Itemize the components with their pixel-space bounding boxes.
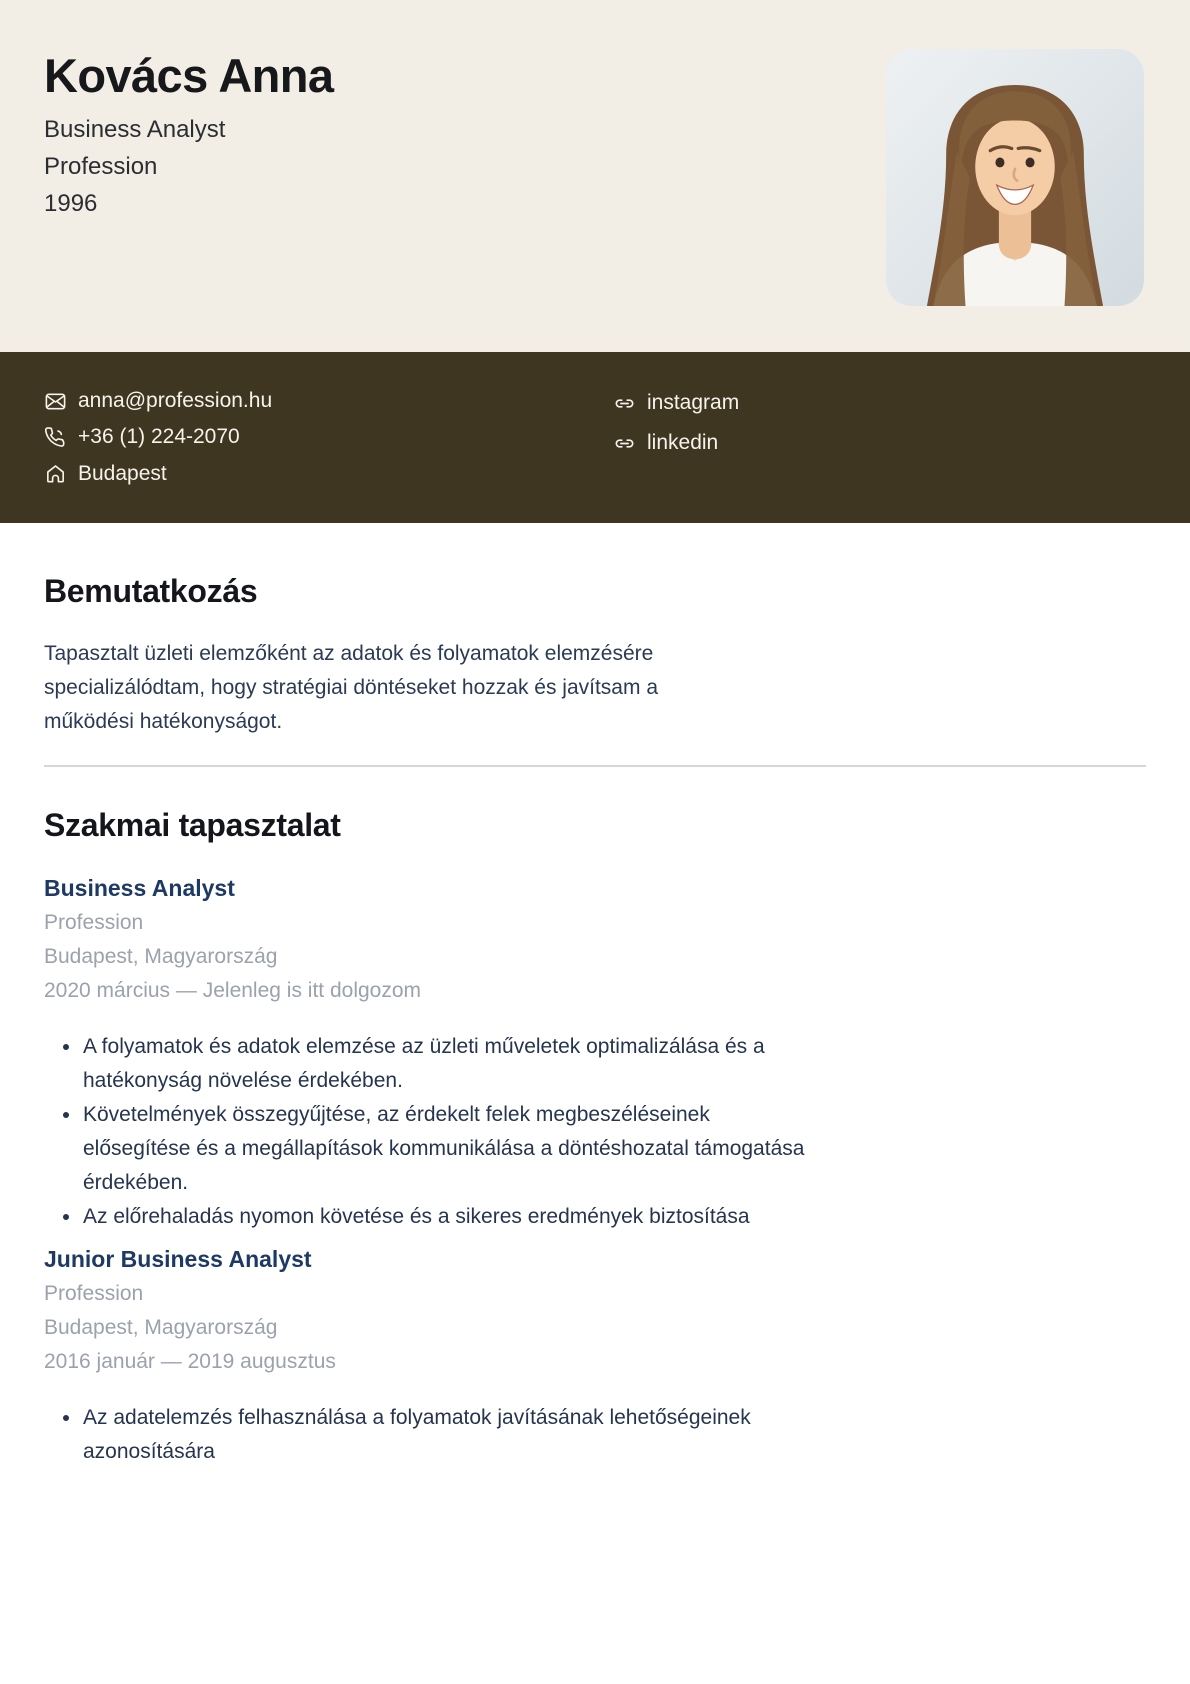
- job-bullet: A folyamatok és adatok elemzése az üzleti műveletek optimalizálása és a hatékonyság növelése érdekében.: [44, 1030, 806, 1098]
- contact-linkedin-text: linkedin: [647, 431, 719, 454]
- job-title: Junior Business Analyst: [44, 1246, 312, 1272]
- job-entry: [44, 1244, 1146, 1469]
- home-icon: [44, 462, 67, 485]
- contact-location-text: Budapest: [78, 461, 167, 485]
- contact-linkedin-link[interactable]: [613, 423, 739, 463]
- job-company: Profession: [44, 1282, 144, 1305]
- candidate-name: Kovács Anna: [44, 49, 334, 102]
- link-icon: [613, 432, 636, 455]
- job-bullet: Követelmények összegyűjtése, az érdekelt felek megbeszéléseinek elősegítése és a megállapítások kommunikálása a döntéshozatal támogatása érdekében.: [44, 1098, 806, 1200]
- job-entry: [44, 873, 1146, 1234]
- job-bullet: Az adatelemzés felhasználása a folyamatok javításának lehetőségeinek azonosítására: [44, 1401, 806, 1469]
- job-location: Budapest, Magyarország: [44, 1316, 278, 1339]
- job-bullet-list: [44, 1030, 806, 1234]
- phone-icon: [44, 426, 67, 449]
- job-company: Profession: [44, 911, 144, 934]
- contact-email[interactable]: [44, 383, 613, 419]
- experience-section-title: Szakmai tapasztalat: [44, 807, 341, 843]
- job-title: Business Analyst: [44, 875, 235, 901]
- about-text: Tapasztalt üzleti elemzőként az adatok és folyamatok elemzésére specializálódtam, hogy stratégiai döntéseket hozzak és javítsam a működési hatékonyságot.: [44, 642, 658, 733]
- contact-instagram-text: instagram: [647, 391, 740, 414]
- candidate-company: Profession: [44, 153, 158, 180]
- job-bullet: Az előrehaladás nyomon követése és a sikeres eredmények biztosítása: [44, 1200, 806, 1234]
- cv-header: [0, 0, 1190, 352]
- contact-phone: [44, 419, 613, 455]
- candidate-birth-year: 1996: [44, 190, 98, 217]
- contact-email-text: anna@profession.hu: [78, 389, 273, 413]
- link-icon: [613, 392, 636, 415]
- contact-phone-text: +36 (1) 224-2070: [78, 425, 240, 449]
- contact-column-left: [44, 383, 613, 492]
- candidate-job-title: Business Analyst: [44, 116, 226, 143]
- contact-column-right: [613, 383, 739, 492]
- profile-photo: [886, 49, 1144, 306]
- contact-instagram-link[interactable]: [613, 383, 739, 423]
- mail-icon: [44, 390, 67, 413]
- section-divider: [44, 765, 1146, 767]
- about-section-title: Bemutatkozás: [44, 573, 258, 609]
- job-location: Budapest, Magyarország: [44, 945, 278, 968]
- cv-body: [0, 571, 1190, 1469]
- contact-location: [44, 456, 613, 492]
- job-bullet-list: [44, 1401, 806, 1469]
- job-dates: 2020 március — Jelenleg is itt dolgozom: [44, 979, 422, 1002]
- job-dates: 2016 január — 2019 augusztus: [44, 1350, 336, 1373]
- contact-bar: [0, 352, 1190, 523]
